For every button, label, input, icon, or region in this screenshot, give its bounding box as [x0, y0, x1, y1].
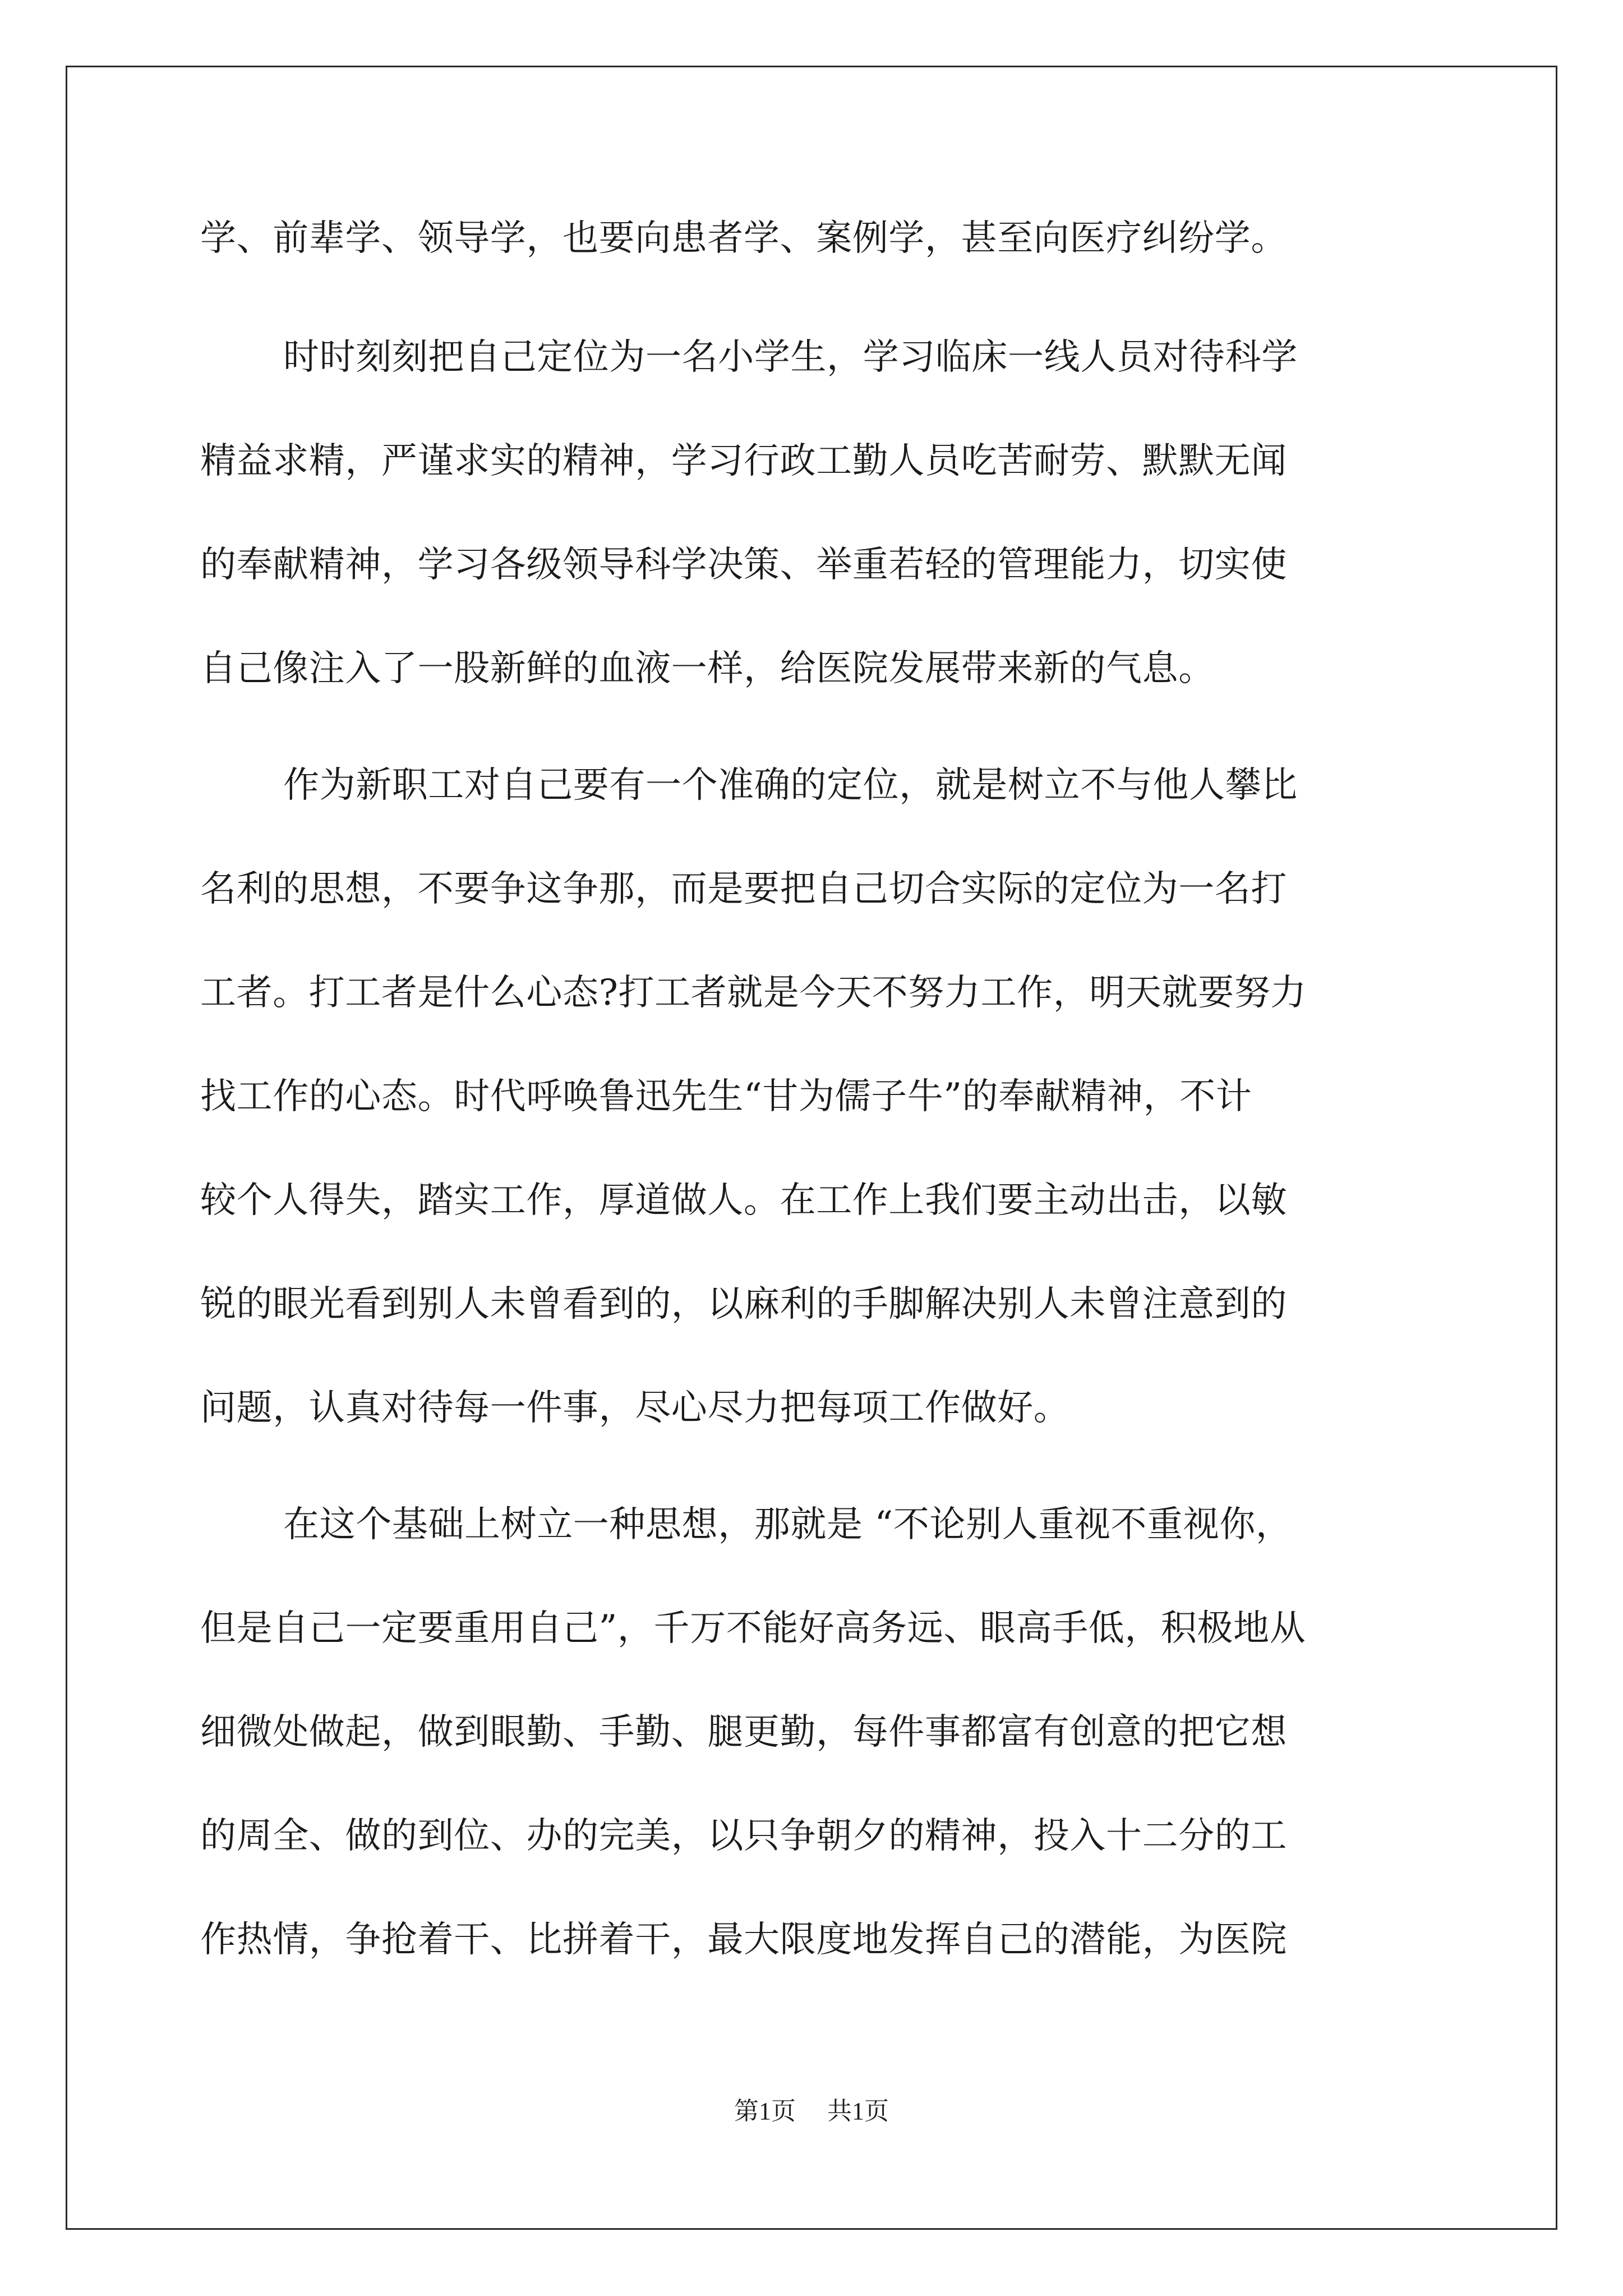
page-border [66, 66, 1557, 2230]
text-line: 自己像注入了一股新鲜的血液一样，给医院发展带来新的气息。 [200, 648, 1215, 689]
page-total: 共1页 [827, 2097, 889, 2125]
paragraph-first-line: 作为新职工对自己要有一个准确的定位，就是树立不与他人攀比 [283, 765, 1298, 806]
text-line: 工者。打工者是什么心态?打工者就是今天不努力工作，明天就要努力 [200, 972, 1307, 1014]
paragraph-first-line: 时时刻刻把自己定位为一名小学生，学习临床一线人员对待科学 [283, 337, 1298, 378]
text-line: 较个人得失，踏实工作，厚道做人。在工作上我们要主动出击，以敏 [200, 1180, 1287, 1221]
page-number: 第1页 [734, 2097, 796, 2125]
text-line: 细微处做起，做到眼勤、手勤、腿更勤，每件事都富有创意的把它想 [200, 1711, 1287, 1753]
text-line: 问题，认真对待每一件事，尽心尽力把每项工作做好。 [200, 1387, 1070, 1429]
text-line: 锐的眼光看到别人未曾看到的，以麻利的手脚解决别人未曾注意到的 [200, 1283, 1287, 1325]
page-footer [0, 2099, 1623, 2124]
text-line: 的周全、做的到位、办的完美，以只争朝夕的精神，投入十二分的工 [200, 1815, 1287, 1857]
text-line: 但是自己一定要重用自己”，千万不能好高务远、眼高手低，积极地从 [200, 1608, 1306, 1649]
text-line: 作热情，争抢着干、比拼着干，最大限度地发挥自己的潜能，为医院 [200, 1919, 1287, 1961]
text-line: 精益求精，严谨求实的精神，学习行政工勤人员吃苦耐劳、默默无闻 [200, 440, 1287, 482]
paragraph-first-line: 在这个基础上树立一种思想，那就是 “不论别人重视不重视你， [283, 1504, 1292, 1545]
text-line: 找工作的心态。时代呼唤鲁迅先生“甘为儒子牛”的奉献精神，不计 [200, 1076, 1252, 1117]
text-line: 的奉献精神，学习各级领导科学决策、举重若轻的管理能力，切实使 [200, 544, 1287, 586]
text-line: 学、前辈学、领导学，也要向患者学、案例学，甚至向医疗纠纷学。 [200, 218, 1287, 259]
text-line: 名利的思想，不要争这争那，而是要把自己切合实际的定位为一名打 [200, 868, 1287, 910]
